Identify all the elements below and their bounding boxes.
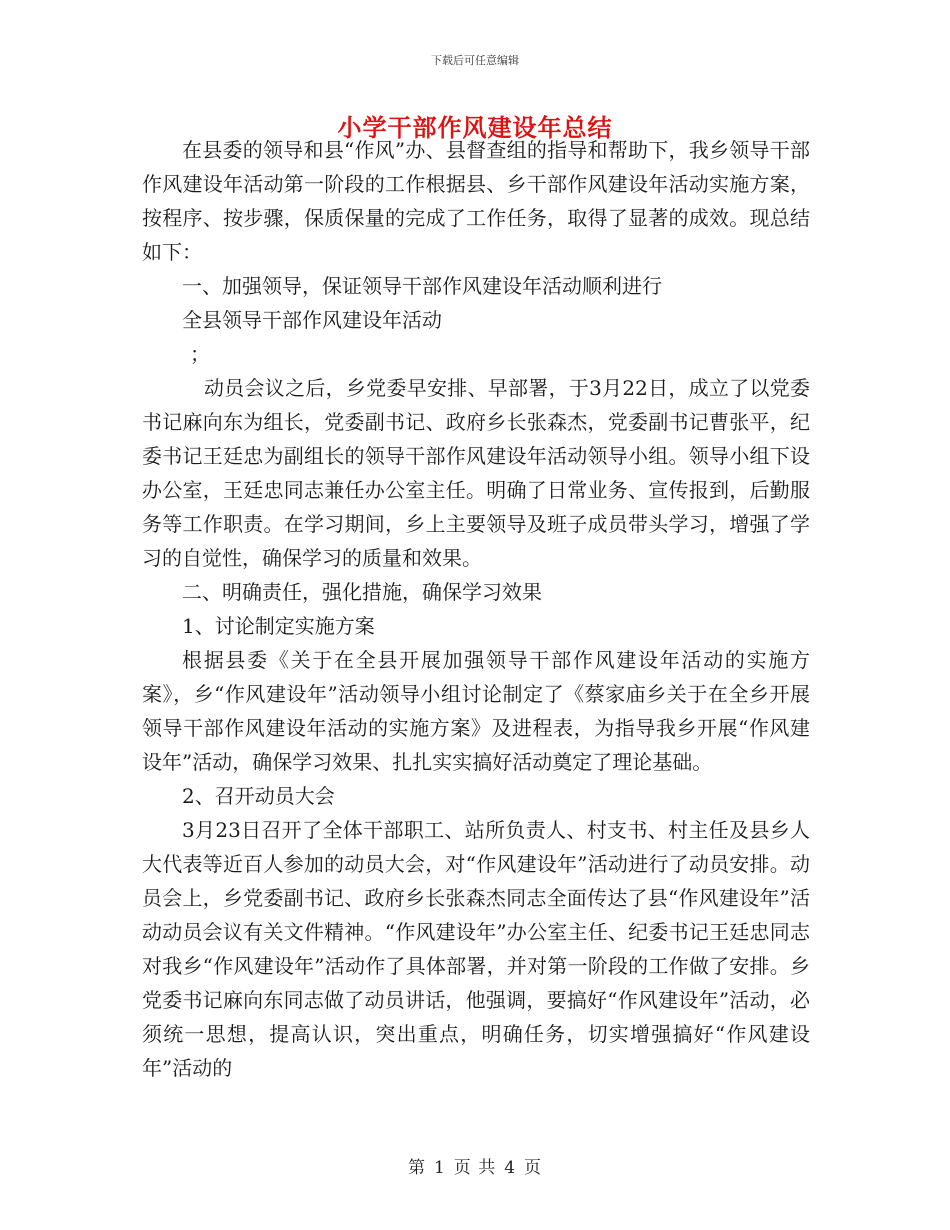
total-page-number: 4 — [504, 1158, 517, 1178]
header-note: 下载后可任意编辑 — [431, 54, 519, 67]
subheading-2: 2、召开动员大会 — [182, 784, 335, 808]
document-body — [142, 133, 810, 1085]
current-page-number: 1 — [433, 1158, 446, 1178]
footer-suffix: 页 — [524, 1158, 543, 1178]
footer-middle: 页 共 — [453, 1158, 497, 1178]
paragraph-leadership-group: 动员会议之后，乡党委早安排、早部署，于3月22日，成立了以党委书记麻向东为组长，党委副书记、政府乡长张森杰，党委副书记曹张平，纪委书记王廷忠为副组长的领导干部作风建设年活动领导小组。领导小组下设办公室，王廷忠同志兼任办公室主任。明确了日常业务、宣传报到，后勤服务等工作职责。在学习期间，乡上主要领导及班子成员带头学习，增强了学习的自觉性，确保学习的质量和效果。 — [142, 376, 810, 570]
paragraph-intro: 在县委的领导和县“作风”办、县督查组的指导和帮助下，我乡领导干部作风建设年活动第一阶段的工作根据县、乡干部作风建设年活动实施方案，按程序、按步骤，保质保量的完成了工作任务，取得了显著的成效。现总结如下： — [142, 138, 810, 264]
paragraph-plan: 根据县委《关于在全县开展加强领导干部作风建设年活动的实施方案》，乡“作风建设年”活动领导小组讨论制定了《蔡家庙乡关于在全乡开展领导干部作风建设年活动的实施方案》及进程表，为指导我乡开展“作风建设年”活动，确保学习效果、扎扎实实搞好活动奠定了理论基础。 — [142, 648, 810, 774]
document-title: 小学干部作风建设年总结 — [337, 113, 613, 142]
section-heading-1: 一、加强领导，保证领导干部作风建设年活动顺利进行 — [182, 274, 662, 298]
paragraph-line: 全县领导干部作风建设年活动 — [182, 308, 442, 332]
paragraph-semicolon: ； — [190, 342, 210, 366]
subheading-1: 1、讨论制定实施方案 — [182, 614, 375, 638]
footer-prefix: 第 — [407, 1158, 426, 1178]
paragraph-meeting: 3月23日召开了全体干部职工、站所负责人、村支书、村主任及县乡人大代表等近百人参加的动员大会，对“作风建设年”活动进行了动员安排。动员会上，乡党委副书记、政府乡长张森杰同志全面传达了县“作风建设年”活动动员会议有关文件精神。“作风建设年”办公室主任、纪委书记王廷忠同志对我乡“作风建设年”活动作了具体部署，并对第一阶段的工作做了安排。乡党委书记麻向东同志做了动员讲话，他强调，要搞好“作风建设年”活动，必须统一思想，提高认识，突出重点，明确任务，切实增强搞好“作风建设年”活动的 — [142, 818, 810, 1080]
section-heading-2: 二、明确责任，强化措施，确保学习效果 — [182, 580, 542, 604]
page-footer — [0, 1153, 950, 1178]
